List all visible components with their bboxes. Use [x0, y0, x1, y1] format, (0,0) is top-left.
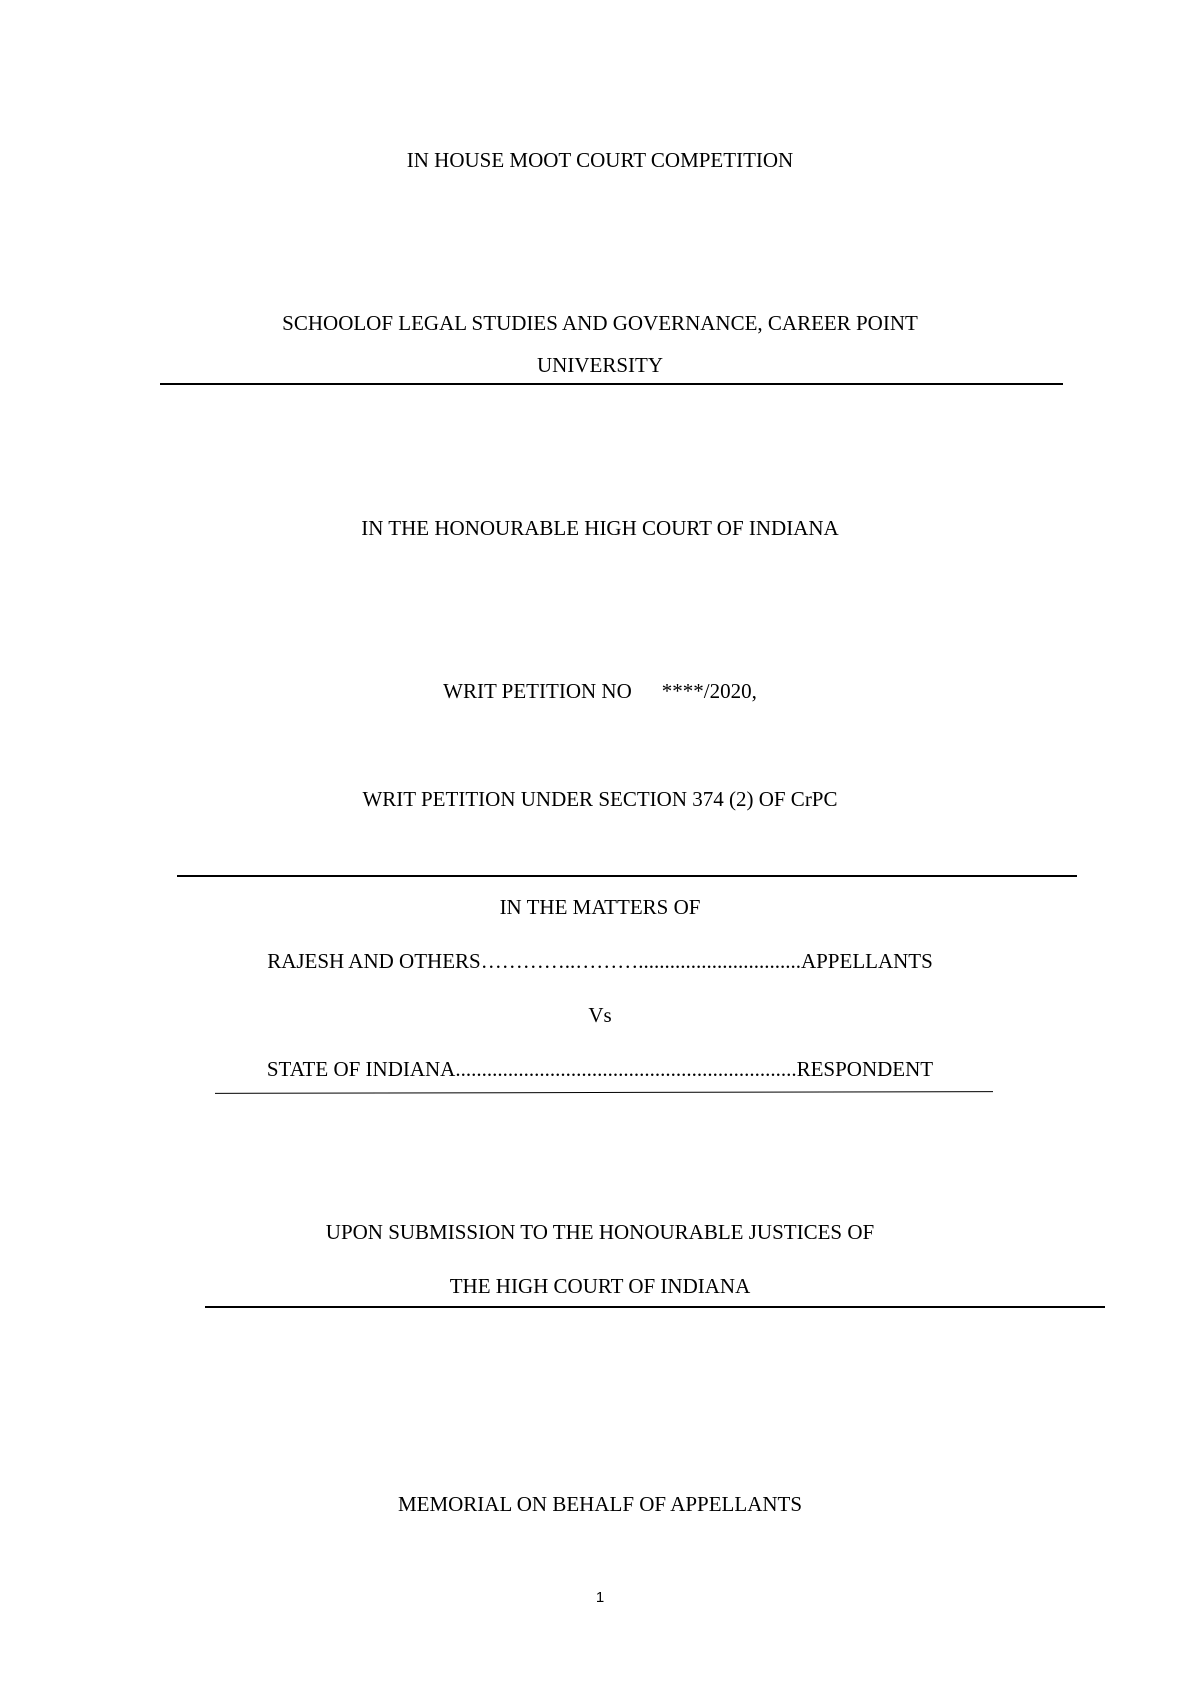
- institution-line-1: SCHOOLOF LEGAL STUDIES AND GOVERNANCE, CAREER POINT: [282, 311, 918, 335]
- matters-heading: IN THE MATTERS OF: [499, 895, 701, 919]
- section-underline: [177, 875, 1077, 877]
- petition-section: WRIT PETITION UNDER SECTION 374 (2) OF CrPC: [362, 787, 838, 811]
- institution-underline: [160, 383, 1063, 385]
- institution-line-2: UNIVERSITY: [537, 353, 663, 377]
- versus-text: Vs: [588, 1003, 612, 1027]
- page-number: 1: [595, 1589, 605, 1606]
- appellant-line: RAJESH AND OTHERS…………..………...............................APPELLANTS: [267, 949, 933, 973]
- court-heading: IN THE HONOURABLE HIGH COURT OF INDIANA: [361, 516, 839, 540]
- petition-number-value: ****/2020,: [661, 679, 757, 703]
- memorial-title: MEMORIAL ON BEHALF OF APPELLANTS: [397, 1492, 803, 1516]
- respondent-line: STATE OF INDIANA.................................................................RESPONDENT: [266, 1057, 934, 1081]
- petition-number-label: WRIT PETITION NO: [443, 679, 632, 703]
- submission-line-1: UPON SUBMISSION TO THE HONOURABLE JUSTICES OF: [325, 1220, 875, 1244]
- submission-underline: [205, 1306, 1105, 1308]
- petition-number: [0, 681, 1200, 702]
- submission-line-2: THE HIGH COURT OF INDIANA: [449, 1274, 751, 1298]
- matters-underline: [215, 1091, 993, 1094]
- competition-title: IN HOUSE MOOT COURT COMPETITION: [406, 148, 794, 172]
